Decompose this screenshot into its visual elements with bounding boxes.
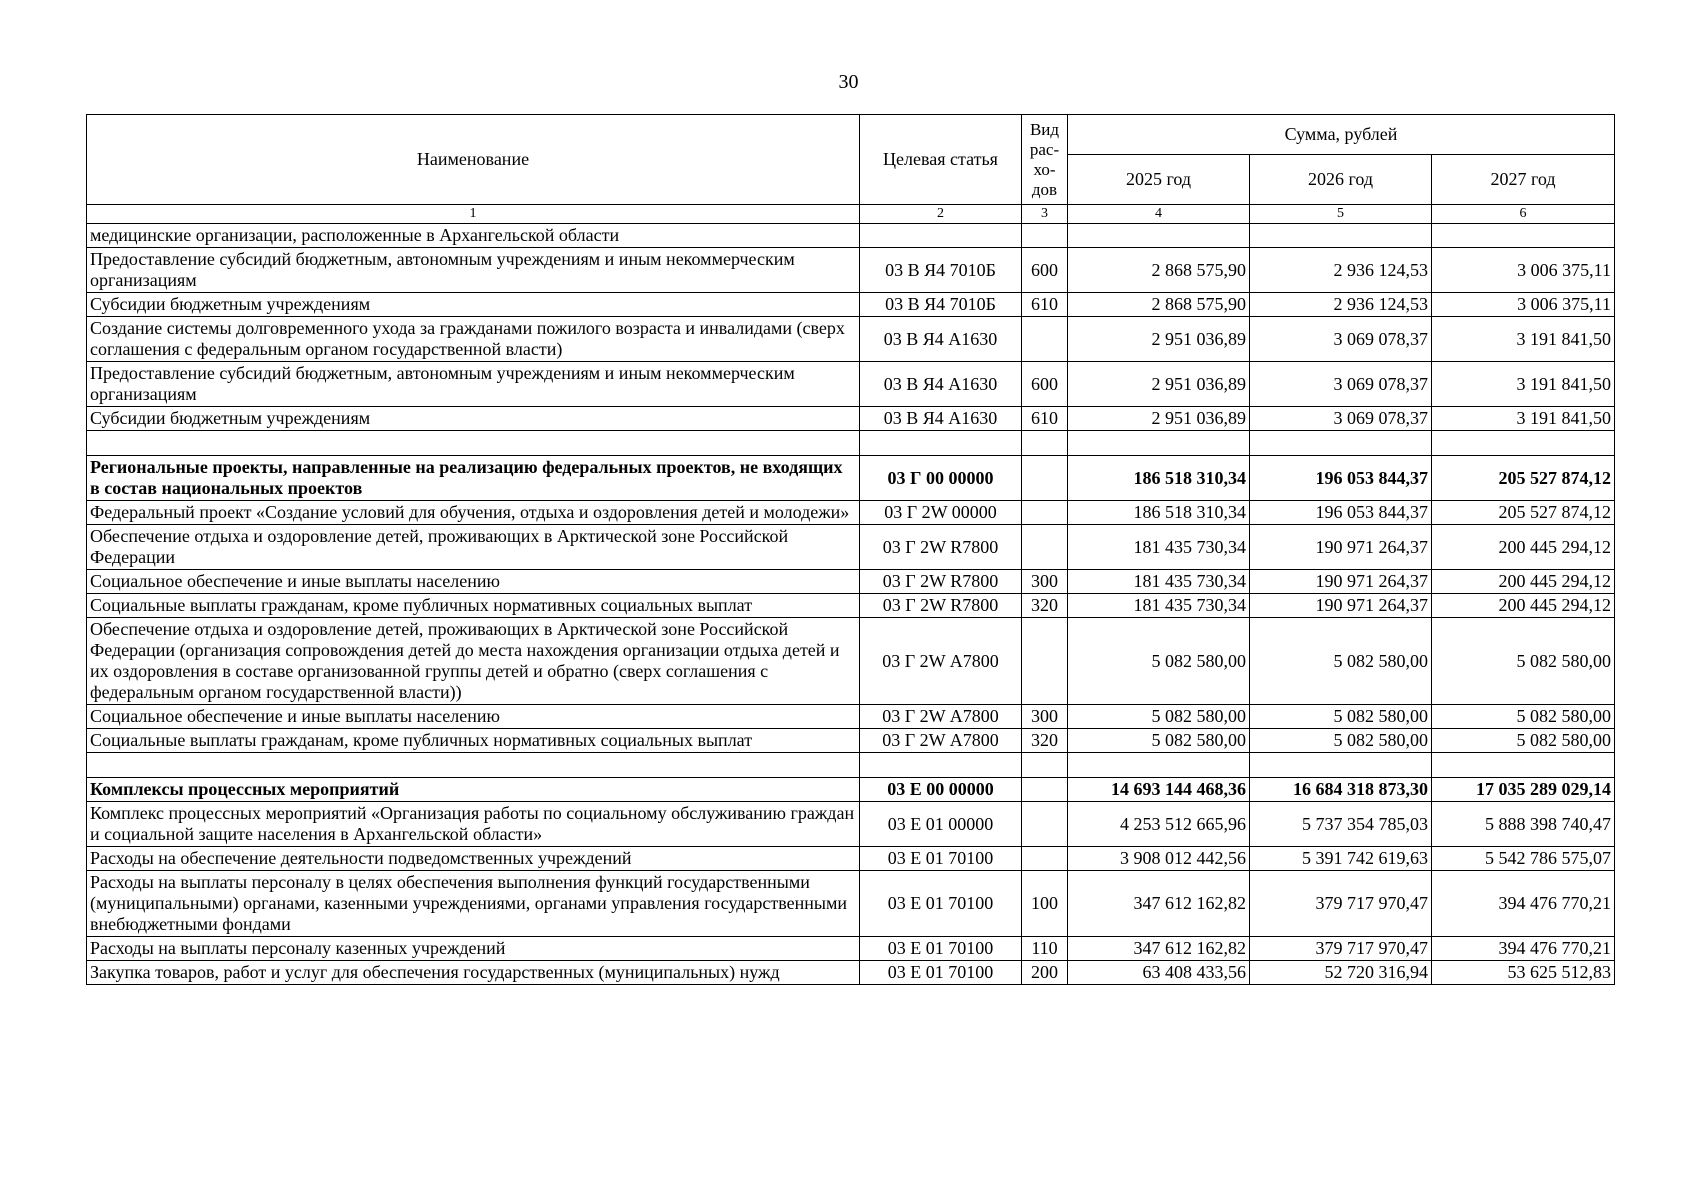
table-row bbox=[87, 961, 1615, 985]
row-amount-2027: 200 445 294,12 bbox=[1432, 594, 1615, 618]
row-target-article bbox=[860, 753, 1022, 778]
row-name: Расходы на обеспечение деятельности подведомственных учреждений bbox=[87, 847, 860, 871]
row-expense-type bbox=[1022, 847, 1068, 871]
row-expense-type bbox=[1022, 753, 1068, 778]
table-row bbox=[87, 501, 1615, 525]
row-amount-2026: 379 717 970,47 bbox=[1250, 871, 1432, 937]
row-expense-type: 600 bbox=[1022, 362, 1068, 407]
row-amount-2027: 3 006 375,11 bbox=[1432, 293, 1615, 317]
row-amount-2026 bbox=[1250, 753, 1432, 778]
row-expense-type: 320 bbox=[1022, 594, 1068, 618]
row-amount-2025: 2 951 036,89 bbox=[1068, 317, 1250, 362]
row-amount-2026: 190 971 264,37 bbox=[1250, 594, 1432, 618]
row-name: Социальные выплаты гражданам, кроме публичных нормативных социальных выплат bbox=[87, 594, 860, 618]
row-amount-2025: 63 408 433,56 bbox=[1068, 961, 1250, 985]
row-amount-2027: 53 625 512,83 bbox=[1432, 961, 1615, 985]
row-amount-2025: 14 693 144 468,36 bbox=[1068, 778, 1250, 802]
page-number: 30 bbox=[838, 71, 859, 93]
row-amount-2026: 190 971 264,37 bbox=[1250, 525, 1432, 570]
column-number-row bbox=[87, 205, 1615, 224]
header-expense-type-line: Вид bbox=[1029, 119, 1060, 139]
row-target-article bbox=[860, 224, 1022, 248]
row-name: Предоставление субсидий бюджетным, автономным учреждениям и иным некоммерческим организациям bbox=[87, 362, 860, 407]
table-row bbox=[87, 802, 1615, 847]
row-target-article: 03 Е 01 00000 bbox=[860, 802, 1022, 847]
row-amount-2027: 394 476 770,21 bbox=[1432, 871, 1615, 937]
row-name: Создание системы долговременного ухода за гражданами пожилого возраста и инвалидами (сверх соглашения с федеральным органом государственной власти) bbox=[87, 317, 860, 362]
row-amount-2027: 5 542 786 575,07 bbox=[1432, 847, 1615, 871]
row-target-article: 03 Е 01 70100 bbox=[860, 847, 1022, 871]
row-amount-2027: 17 035 289 029,14 bbox=[1432, 778, 1615, 802]
row-target-article: 03 В Я4 7010Б bbox=[860, 248, 1022, 293]
table-row bbox=[87, 618, 1615, 705]
row-expense-type: 320 bbox=[1022, 729, 1068, 753]
row-amount-2026: 196 053 844,37 bbox=[1250, 501, 1432, 525]
row-amount-2027: 200 445 294,12 bbox=[1432, 570, 1615, 594]
row-amount-2026: 16 684 318 873,30 bbox=[1250, 778, 1432, 802]
row-amount-2025: 186 518 310,34 bbox=[1068, 501, 1250, 525]
table-row bbox=[87, 525, 1615, 570]
row-amount-2025: 3 908 012 442,56 bbox=[1068, 847, 1250, 871]
row-amount-2026: 3 069 078,37 bbox=[1250, 317, 1432, 362]
row-target-article: 03 Г 2W А7800 bbox=[860, 729, 1022, 753]
row-amount-2027 bbox=[1432, 431, 1615, 456]
row-amount-2027 bbox=[1432, 753, 1615, 778]
row-name: Предоставление субсидий бюджетным, автономным учреждениям и иным некоммерческим организациям bbox=[87, 248, 860, 293]
table-row bbox=[87, 293, 1615, 317]
row-amount-2026: 379 717 970,47 bbox=[1250, 937, 1432, 961]
row-amount-2025 bbox=[1068, 224, 1250, 248]
row-name bbox=[87, 431, 860, 456]
row-amount-2025: 5 082 580,00 bbox=[1068, 729, 1250, 753]
row-amount-2025: 4 253 512 665,96 bbox=[1068, 802, 1250, 847]
row-expense-type bbox=[1022, 317, 1068, 362]
row-amount-2025: 2 868 575,90 bbox=[1068, 293, 1250, 317]
row-target-article: 03 Г 2W А7800 bbox=[860, 705, 1022, 729]
row-name: Обеспечение отдыха и оздоровление детей, проживающих в Арктической зоне Российской Федерации (организация сопровождения детей до места нахождения организации отдыха детей и их оздоровления в составе организованной группы детей и обратно (сверх соглашения с федеральным органом государственной власти)) bbox=[87, 618, 860, 705]
row-expense-type: 110 bbox=[1022, 937, 1068, 961]
row-expense-type: 300 bbox=[1022, 570, 1068, 594]
table-row bbox=[87, 937, 1615, 961]
row-amount-2026 bbox=[1250, 224, 1432, 248]
row-amount-2027: 5 082 580,00 bbox=[1432, 705, 1615, 729]
row-expense-type bbox=[1022, 802, 1068, 847]
row-amount-2026: 5 082 580,00 bbox=[1250, 618, 1432, 705]
column-number: 2 bbox=[860, 205, 1022, 224]
header-year-2026: 2026 год bbox=[1250, 155, 1432, 205]
header-name: Наименование bbox=[87, 115, 860, 205]
row-expense-type bbox=[1022, 501, 1068, 525]
row-name: Закупка товаров, работ и услуг для обеспечения государственных (муниципальных) нужд bbox=[87, 961, 860, 985]
table-row bbox=[87, 407, 1615, 431]
row-amount-2027: 394 476 770,21 bbox=[1432, 937, 1615, 961]
row-amount-2027: 200 445 294,12 bbox=[1432, 525, 1615, 570]
row-target-article: 03 В Я4 А1630 bbox=[860, 362, 1022, 407]
row-amount-2026: 5 737 354 785,03 bbox=[1250, 802, 1432, 847]
table-row bbox=[87, 871, 1615, 937]
header-expense-type-line: рас- bbox=[1029, 139, 1060, 159]
row-target-article: 03 Г 2W R7800 bbox=[860, 525, 1022, 570]
row-amount-2025 bbox=[1068, 431, 1250, 456]
row-amount-2026: 5 082 580,00 bbox=[1250, 705, 1432, 729]
row-target-article: 03 Е 01 70100 bbox=[860, 961, 1022, 985]
header-year-2025: 2025 год bbox=[1068, 155, 1250, 205]
row-expense-type: 600 bbox=[1022, 248, 1068, 293]
row-target-article: 03 Г 00 00000 bbox=[860, 456, 1022, 501]
row-amount-2027: 3 191 841,50 bbox=[1432, 317, 1615, 362]
row-amount-2027: 205 527 874,12 bbox=[1432, 501, 1615, 525]
spacer-row bbox=[87, 431, 1615, 456]
row-name: медицинские организации, расположенные в Архангельской области bbox=[87, 224, 860, 248]
row-target-article: 03 Г 2W R7800 bbox=[860, 594, 1022, 618]
row-amount-2026: 52 720 316,94 bbox=[1250, 961, 1432, 985]
row-amount-2026: 196 053 844,37 bbox=[1250, 456, 1432, 501]
row-amount-2025: 5 082 580,00 bbox=[1068, 705, 1250, 729]
table-row bbox=[87, 847, 1615, 871]
row-target-article: 03 Г 2W R7800 bbox=[860, 570, 1022, 594]
row-expense-type bbox=[1022, 778, 1068, 802]
row-expense-type: 610 bbox=[1022, 407, 1068, 431]
header-sum: Сумма, рублей bbox=[1068, 115, 1615, 155]
table-row bbox=[87, 224, 1615, 248]
row-name bbox=[87, 753, 860, 778]
row-amount-2025: 347 612 162,82 bbox=[1068, 937, 1250, 961]
row-amount-2027: 5 082 580,00 bbox=[1432, 618, 1615, 705]
header-target-article: Целевая статья bbox=[860, 115, 1022, 205]
row-target-article: 03 Г 2W 00000 bbox=[860, 501, 1022, 525]
row-name: Социальные выплаты гражданам, кроме публичных нормативных социальных выплат bbox=[87, 729, 860, 753]
row-amount-2027: 3 006 375,11 bbox=[1432, 248, 1615, 293]
row-name: Региональные проекты, направленные на реализацию федеральных проектов, не входящих в состав национальных проектов bbox=[87, 456, 860, 501]
row-amount-2027: 3 191 841,50 bbox=[1432, 407, 1615, 431]
row-expense-type bbox=[1022, 525, 1068, 570]
row-amount-2025 bbox=[1068, 753, 1250, 778]
row-amount-2025: 181 435 730,34 bbox=[1068, 570, 1250, 594]
row-amount-2026: 5 082 580,00 bbox=[1250, 729, 1432, 753]
table-body bbox=[87, 224, 1615, 985]
row-amount-2025: 2 951 036,89 bbox=[1068, 362, 1250, 407]
row-amount-2027 bbox=[1432, 224, 1615, 248]
column-number: 4 bbox=[1068, 205, 1250, 224]
row-name: Расходы на выплаты персоналу казенных учреждений bbox=[87, 937, 860, 961]
row-amount-2026: 3 069 078,37 bbox=[1250, 407, 1432, 431]
row-amount-2026: 2 936 124,53 bbox=[1250, 293, 1432, 317]
spacer-row bbox=[87, 753, 1615, 778]
table-row bbox=[87, 729, 1615, 753]
budget-table bbox=[86, 114, 1615, 985]
table-row bbox=[87, 317, 1615, 362]
row-amount-2027: 205 527 874,12 bbox=[1432, 456, 1615, 501]
table-row bbox=[87, 705, 1615, 729]
row-name: Расходы на выплаты персоналу в целях обеспечения выполнения функций государственными (муниципальными) органами, казенными учреждениями, органами управления государственными внебюджетными фондами bbox=[87, 871, 860, 937]
row-target-article: 03 Е 00 00000 bbox=[860, 778, 1022, 802]
row-expense-type bbox=[1022, 224, 1068, 248]
row-target-article: 03 В Я4 А1630 bbox=[860, 317, 1022, 362]
header-year-2027: 2027 год bbox=[1432, 155, 1615, 205]
row-target-article: 03 Е 01 70100 bbox=[860, 871, 1022, 937]
row-target-article: 03 В Я4 А1630 bbox=[860, 407, 1022, 431]
row-amount-2025: 181 435 730,34 bbox=[1068, 594, 1250, 618]
row-amount-2026: 190 971 264,37 bbox=[1250, 570, 1432, 594]
column-number: 1 bbox=[87, 205, 860, 224]
row-amount-2025: 5 082 580,00 bbox=[1068, 618, 1250, 705]
row-name: Социальное обеспечение и иные выплаты населению bbox=[87, 705, 860, 729]
row-name: Социальное обеспечение и иные выплаты населению bbox=[87, 570, 860, 594]
row-amount-2027: 3 191 841,50 bbox=[1432, 362, 1615, 407]
row-amount-2026: 5 391 742 619,63 bbox=[1250, 847, 1432, 871]
row-amount-2025: 181 435 730,34 bbox=[1068, 525, 1250, 570]
row-name: Федеральный проект «Создание условий для обучения, отдыха и оздоровления детей и молодежи» bbox=[87, 501, 860, 525]
column-number: 5 bbox=[1250, 205, 1432, 224]
table-row bbox=[87, 570, 1615, 594]
row-target-article: 03 В Я4 7010Б bbox=[860, 293, 1022, 317]
row-expense-type: 100 bbox=[1022, 871, 1068, 937]
header-expense-type bbox=[1022, 115, 1068, 205]
row-amount-2027: 5 082 580,00 bbox=[1432, 729, 1615, 753]
row-amount-2026: 3 069 078,37 bbox=[1250, 362, 1432, 407]
row-amount-2025: 186 518 310,34 bbox=[1068, 456, 1250, 501]
row-amount-2025: 347 612 162,82 bbox=[1068, 871, 1250, 937]
column-number: 3 bbox=[1022, 205, 1068, 224]
row-expense-type bbox=[1022, 618, 1068, 705]
row-expense-type: 610 bbox=[1022, 293, 1068, 317]
row-target-article bbox=[860, 431, 1022, 456]
row-amount-2027: 5 888 398 740,47 bbox=[1432, 802, 1615, 847]
table-row bbox=[87, 594, 1615, 618]
header-expense-type-line: дов bbox=[1031, 179, 1058, 199]
row-name: Субсидии бюджетным учреждениям bbox=[87, 293, 860, 317]
row-expense-type bbox=[1022, 456, 1068, 501]
column-number: 6 bbox=[1432, 205, 1615, 224]
row-amount-2026 bbox=[1250, 431, 1432, 456]
table-row bbox=[87, 456, 1615, 501]
row-name: Комплексы процессных мероприятий bbox=[87, 778, 860, 802]
table-row bbox=[87, 248, 1615, 293]
table-row bbox=[87, 362, 1615, 407]
row-expense-type: 200 bbox=[1022, 961, 1068, 985]
row-name: Обеспечение отдыха и оздоровление детей, проживающих в Арктической зоне Российской Федерации bbox=[87, 525, 860, 570]
row-expense-type bbox=[1022, 431, 1068, 456]
row-name: Комплекс процессных мероприятий «Организация работы по социальному обслуживанию граждан и социальной защите населения в Архангельской области» bbox=[87, 802, 860, 847]
row-amount-2026: 2 936 124,53 bbox=[1250, 248, 1432, 293]
row-name: Субсидии бюджетным учреждениям bbox=[87, 407, 860, 431]
row-amount-2025: 2 868 575,90 bbox=[1068, 248, 1250, 293]
header-expense-type-line: хо- bbox=[1033, 159, 1056, 179]
table-row bbox=[87, 778, 1615, 802]
row-target-article: 03 Е 01 70100 bbox=[860, 937, 1022, 961]
row-expense-type: 300 bbox=[1022, 705, 1068, 729]
row-amount-2025: 2 951 036,89 bbox=[1068, 407, 1250, 431]
row-target-article: 03 Г 2W А7800 bbox=[860, 618, 1022, 705]
